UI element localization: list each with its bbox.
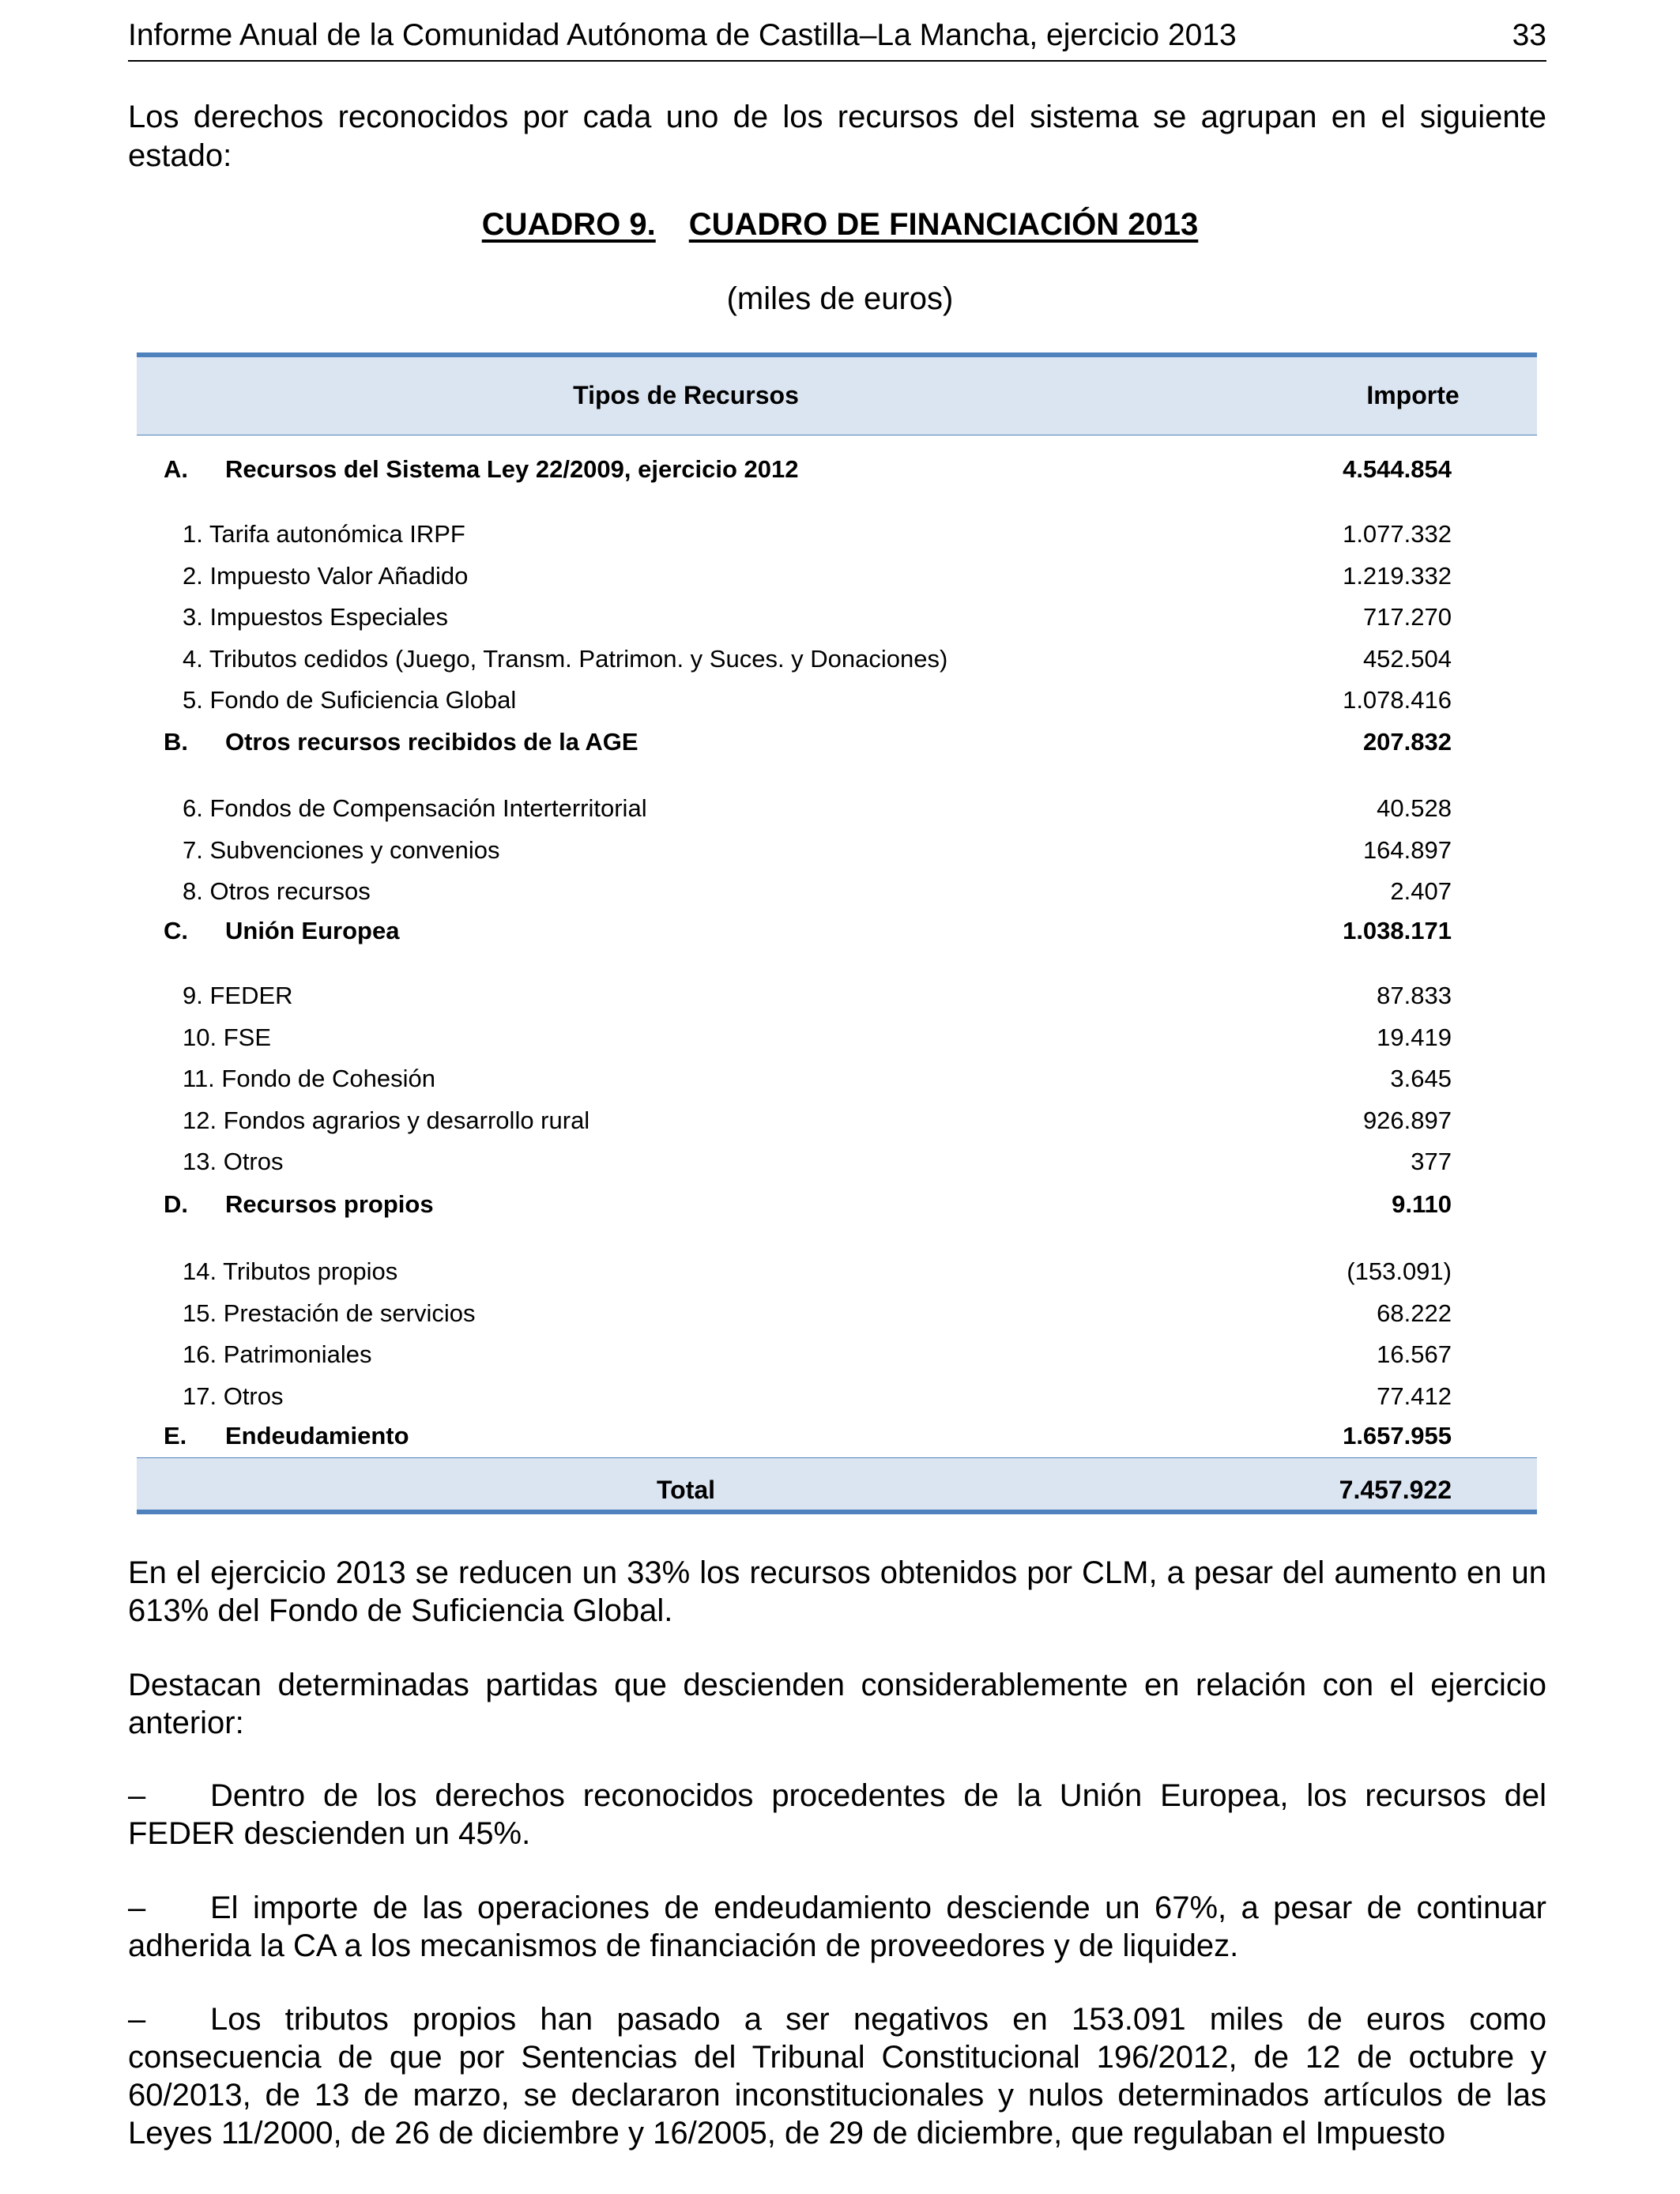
item-amount: 68.222 — [1377, 1299, 1452, 1327]
group-row — [137, 1189, 1537, 1220]
group-letter: D. — [164, 1190, 188, 1218]
table-total-row — [137, 1457, 1537, 1514]
table-row — [137, 793, 1537, 824]
total-amount: 7.457.922 — [1339, 1476, 1452, 1504]
paragraph-highlights: Destacan determinadas partidas que descienden considerablemente en relación con el ejercicio anterior: — [128, 1668, 1546, 1740]
table-row — [137, 684, 1537, 716]
item-amount: 2.407 — [1390, 877, 1452, 905]
bullet-dash: – — [128, 2002, 146, 2037]
item-amount: 164.897 — [1362, 836, 1452, 864]
item-amount: 452.504 — [1362, 645, 1452, 673]
bullet-tributos — [128, 2000, 1546, 2152]
item-label: 2. Impuesto Valor Añadido — [183, 562, 469, 590]
item-amount: 1.078.416 — [1343, 686, 1452, 714]
group-label: Recursos del Sistema Ley 22/2009, ejercicio 2012 — [225, 455, 799, 483]
bullet-text: Los tributos propios han pasado a ser negativos en 153.091 miles de euros como consecuencia de que por Sentencias del Tribunal Constitucional 196/2012, de 12 de octubre y 60/2013, de 13 de marzo, se declararon inconstitucionales y nulos determinados artículos de las Leyes 11/2000, de 26 de diciembre y 16/2005, de 29 de diciembre, que regulaban el Impuesto — [128, 2002, 1546, 2151]
table-row — [137, 560, 1537, 592]
group-letter: A. — [164, 455, 188, 483]
group-amount: 4.544.854 — [1343, 455, 1452, 483]
bullet-text: Dentro de los derechos reconocidos procedentes de la Unión Europea, los recursos del FEDER descienden un 45%. — [128, 1778, 1546, 1851]
paragraph-reduction: En el ejercicio 2013 se reducen un 33% los recursos obtenidos por CLM, a pesar del aumento en un 613% del Fondo de Suficiencia Global. — [128, 1555, 1546, 1628]
table-row — [137, 1063, 1537, 1095]
item-label: 16. Patrimoniales — [183, 1340, 372, 1368]
item-amount: 77.412 — [1377, 1382, 1452, 1410]
item-label: 9. FEDER — [183, 982, 293, 1009]
group-row — [137, 454, 1537, 485]
table-row — [137, 1256, 1537, 1287]
bullet-dash: – — [128, 1778, 146, 1813]
table-title: CUADRO DE FINANCIACIÓN 2013 — [688, 207, 1199, 242]
group-label: Otros recursos recibidos de la AGE — [225, 728, 638, 756]
group-label: Recursos propios — [225, 1190, 434, 1218]
item-label: 17. Otros — [183, 1382, 284, 1410]
item-amount: 1.219.332 — [1343, 562, 1452, 590]
group-amount: 1.657.955 — [1343, 1422, 1452, 1449]
item-label: 13. Otros — [183, 1148, 284, 1175]
table-caption — [0, 204, 1680, 245]
table-units: (miles de euros) — [726, 281, 954, 316]
item-amount: 717.270 — [1362, 603, 1452, 631]
column-header-amount: Importe — [1366, 381, 1460, 409]
table-row — [137, 1298, 1537, 1329]
item-label: 3. Impuestos Especiales — [183, 603, 449, 631]
item-label: 12. Fondos agrarios y desarrollo rural — [183, 1106, 590, 1134]
item-label: 6. Fondos de Compensación Interterritorial — [183, 794, 647, 822]
group-letter: B. — [164, 728, 188, 756]
table-header — [137, 352, 1537, 435]
item-amount: 16.567 — [1377, 1340, 1452, 1368]
group-letter: E. — [164, 1422, 187, 1449]
item-amount: 19.419 — [1377, 1023, 1452, 1051]
table-row — [137, 643, 1537, 675]
table-row — [137, 1022, 1537, 1054]
item-label: 4. Tributos cedidos (Juego, Transm. Patrimon. y Suces. y Donaciones) — [183, 645, 948, 673]
item-label: 15. Prestación de servicios — [183, 1299, 476, 1327]
table-row — [137, 518, 1537, 550]
table-row — [137, 1146, 1537, 1178]
item-amount: (153.091) — [1347, 1257, 1452, 1285]
item-label: 11. Fondo de Cohesión — [183, 1065, 435, 1092]
group-row — [137, 726, 1537, 758]
total-label: Total — [656, 1476, 716, 1504]
bullet-feder — [128, 1777, 1546, 1853]
table-row — [137, 1381, 1537, 1412]
item-amount: 87.833 — [1377, 982, 1452, 1009]
intro-paragraph: Los derechos reconocidos por cada uno de los recursos del sistema se agrupan en el siguiente estado: — [128, 100, 1546, 173]
column-header-type: Tipos de Recursos — [573, 381, 799, 409]
bullet-endeudamiento — [128, 1889, 1546, 1965]
report-title: Informe Anual de la Comunidad Autónoma de Castilla–La Mancha, ejercicio 2013 — [128, 18, 1237, 52]
item-label: 1. Tarifa autonómica IRPF — [183, 520, 465, 548]
group-amount: 1.038.171 — [1343, 917, 1452, 944]
page-number: 33 — [1512, 18, 1546, 52]
group-amount: 207.832 — [1362, 728, 1452, 756]
item-amount: 926.897 — [1362, 1106, 1452, 1134]
item-amount: 1.077.332 — [1343, 520, 1452, 548]
item-amount: 3.645 — [1390, 1065, 1452, 1092]
group-amount: 9.110 — [1392, 1190, 1452, 1218]
table-row — [137, 1105, 1537, 1137]
table-row — [137, 980, 1537, 1012]
bullet-text: El importe de las operaciones de endeudamiento desciende un 67%, a pesar de continuar adherida la CA a los mecanismos de financiación de proveedores y de liquidez. — [128, 1891, 1546, 1963]
group-label: Unión Europea — [225, 917, 400, 944]
table-row — [137, 876, 1537, 907]
group-row — [137, 1420, 1537, 1452]
item-label: 8. Otros recursos — [183, 877, 371, 905]
group-letter: C. — [164, 917, 188, 944]
item-label: 7. Subvenciones y convenios — [183, 836, 500, 864]
table-row — [137, 835, 1537, 866]
running-header — [128, 14, 1546, 62]
group-row — [137, 915, 1537, 947]
group-label: Endeudamiento — [225, 1422, 409, 1449]
item-amount: 377 — [1411, 1148, 1452, 1175]
item-label: 14. Tributos propios — [183, 1257, 398, 1285]
table-row — [137, 601, 1537, 633]
item-label: 5. Fondo de Suficiencia Global — [183, 686, 517, 714]
bullet-dash: – — [128, 1891, 146, 1925]
item-amount: 40.528 — [1377, 794, 1452, 822]
table-number: CUADRO 9. — [481, 207, 656, 242]
table-row — [137, 1339, 1537, 1370]
item-label: 10. FSE — [183, 1023, 271, 1051]
